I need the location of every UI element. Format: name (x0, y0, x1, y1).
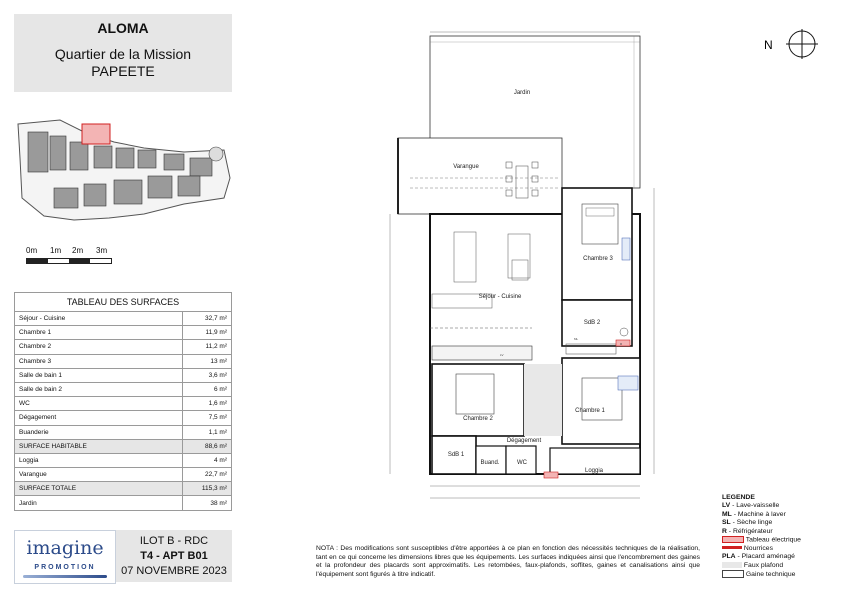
kitchen-counter (432, 346, 532, 360)
surface-value: 22,7 m² (183, 468, 232, 482)
surface-value: 115,3 m² (183, 482, 232, 496)
project-name: ALOMA (97, 20, 149, 36)
floor-plan (370, 28, 670, 518)
compass-letter: N (764, 38, 773, 52)
surface-label: Jardin (15, 496, 183, 510)
label-chambre3: Chambre 3 (583, 256, 613, 262)
label-varangue: Varangue (453, 164, 479, 170)
surface-row (15, 368, 232, 382)
surface-label: Salle de bain 2 (15, 382, 183, 396)
faux-plafond-icon (722, 562, 742, 568)
label-buand: Buand. (480, 460, 500, 466)
label-chambre1: Chambre 1 (575, 408, 605, 414)
false-ceiling-area (524, 364, 562, 436)
surface-label: WC (15, 397, 183, 411)
surface-label: Loggia (15, 453, 183, 467)
surface-value: 11,2 m² (183, 340, 232, 354)
label-loggia: Loggia (584, 468, 604, 474)
logo-swoosh (23, 575, 107, 578)
legend-item-faux-plafond: Faux plafond (722, 562, 837, 570)
legend-item: ML - Machine à laver (722, 510, 786, 518)
scale-label-3: 3m (96, 246, 108, 255)
apartment-label: T4 - APT B01 (140, 550, 208, 562)
project-district: Quartier de la Mission (54, 46, 192, 62)
legend (722, 494, 837, 579)
surface-value: 7,5 m² (183, 411, 232, 425)
project-title-box (14, 14, 232, 92)
surface-label: Séjour - Cuisine (15, 312, 183, 326)
legend-item-nourrices: Nourrices (722, 545, 837, 553)
surface-label: Chambre 2 (15, 340, 183, 354)
surface-row (15, 425, 232, 439)
gaine-technique-icon (722, 570, 744, 578)
scale-label-2: 2m (72, 246, 84, 255)
surface-value: 1,1 m² (183, 425, 232, 439)
scale-label-1: 1m (50, 246, 62, 255)
surface-value: 4 m² (183, 453, 232, 467)
label-chambre2: Chambre 2 (463, 416, 493, 422)
surface-row (15, 496, 232, 510)
legend-item: R - Réfrigérateur (722, 527, 773, 535)
surface-label: Dégagement (15, 411, 183, 425)
plan-date: 07 NOVEMBRE 2023 (121, 565, 227, 577)
label-r: R (620, 342, 623, 346)
surface-row (15, 326, 232, 340)
surface-row (15, 382, 232, 396)
surface-label: SURFACE HABITABLE (15, 439, 183, 453)
scale-label-0: 0m (26, 246, 38, 255)
surface-row (15, 411, 232, 425)
surface-row (15, 354, 232, 368)
surface-value: 13 m² (183, 354, 232, 368)
label-sejour: Séjour - Cuisine (478, 294, 522, 300)
surface-label: Buanderie (15, 425, 183, 439)
scale-bar-graphic (26, 258, 112, 264)
project-city: PAPEETE (91, 63, 155, 79)
surface-value: 6 m² (183, 382, 232, 396)
surface-value: 11,9 m² (183, 326, 232, 340)
surface-row (15, 397, 232, 411)
legend-title: LEGENDE (722, 494, 755, 501)
plan-bedroom-2 (432, 364, 524, 436)
tableau-electrique-icon (722, 536, 744, 543)
surface-value: 38 m² (183, 496, 232, 510)
surfaces-table (14, 292, 232, 511)
electrical-panel-icon (616, 340, 630, 346)
ilot-label: ILOT B - RDC (139, 535, 209, 547)
logo-wordmark: imagine (26, 537, 104, 559)
site-map-thumbnail (14, 118, 234, 228)
surface-row (15, 312, 232, 326)
surface-label: Varangue (15, 468, 183, 482)
surface-row (15, 340, 232, 354)
legend-item-pla: PLA - Placard aménagé (722, 553, 795, 561)
label-wc: WC (517, 460, 527, 466)
disclaimer-note: NOTA : Des modifications sont susceptibles d'être apportées à ce plan en fonction des nécessités techniques de la réalisation, tant en ce qui concerne les dimensions libres que les équipements. Les surfaces indiquées ainsi que l'encombrement des gaines et la profondeur des placards sont approximatifs. Les retombées, faux-plafonds, soffites, gaines et canalisations ainsi que l'équipement sont figurés à titre indicatif. (316, 545, 700, 578)
scale-bar (26, 246, 116, 268)
legend-item: LV - Lave-vaisselle (722, 502, 780, 510)
north-compass-icon (760, 28, 820, 60)
label-sdb2: SdB 2 (583, 320, 601, 326)
nourrices-icon (722, 546, 742, 549)
surfaces-table-title: TABLEAU DES SURFACES (15, 293, 232, 312)
surface-row (15, 453, 232, 467)
logo-subtitle: PROMOTION (34, 564, 96, 571)
label-jardin: Jardin (513, 90, 531, 96)
surface-label: Chambre 1 (15, 326, 183, 340)
label-lv: LV (500, 353, 504, 357)
apartment-info-box (116, 530, 232, 582)
label-ml: ML (574, 337, 579, 341)
surface-value: 88,6 m² (183, 439, 232, 453)
promoter-logo (14, 530, 116, 584)
legend-item-tableau: Tableau électrique (722, 536, 837, 545)
plan-bedroom-1 (562, 358, 640, 444)
label-sdb1: SdB 1 (447, 452, 465, 458)
surface-value: 3,6 m² (183, 368, 232, 382)
legend-item-gaine: Gaine technique (722, 570, 837, 579)
surface-row (15, 482, 232, 496)
surface-label: Salle de bain 1 (15, 368, 183, 382)
label-degagement: Dégagement (506, 438, 542, 444)
surface-row (15, 468, 232, 482)
surface-row (15, 439, 232, 453)
surface-label: Chambre 3 (15, 354, 183, 368)
surface-value: 1,6 m² (183, 397, 232, 411)
legend-item: SL - Sèche linge (722, 519, 773, 527)
surface-value: 32,7 m² (183, 312, 232, 326)
surface-label: SURFACE TOTALE (15, 482, 183, 496)
